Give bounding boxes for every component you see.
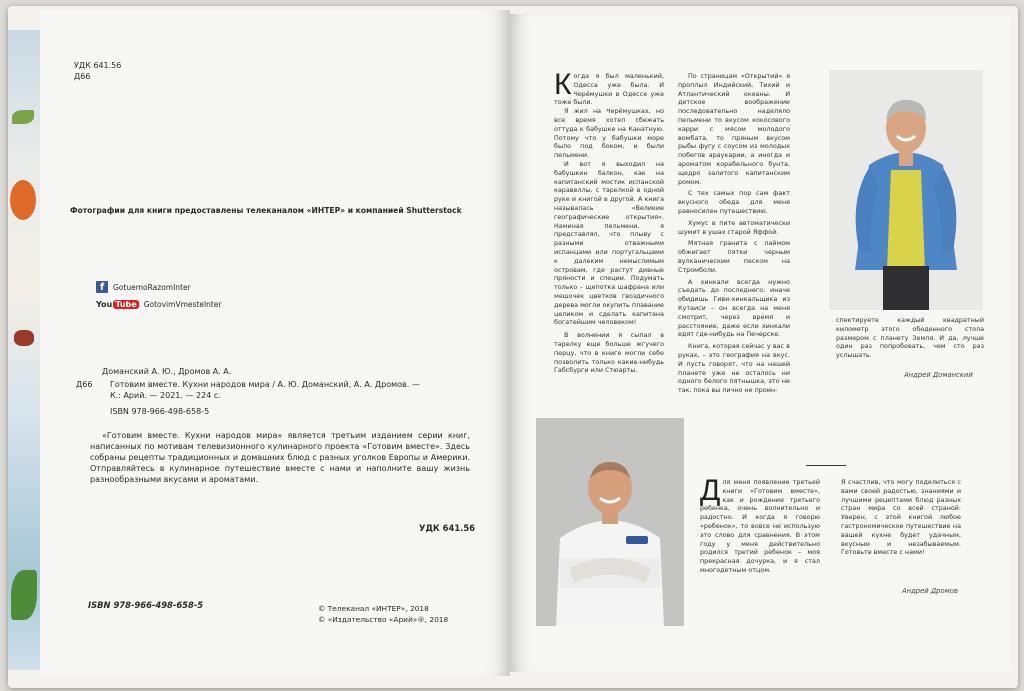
dropcap-d: Д — [700, 474, 721, 507]
signature-dromov: Андрей Дромов — [902, 587, 958, 595]
youtube-handle: GotovimVmesteInter — [143, 300, 222, 309]
col2-para-2: С тех самых пор сам факт вкусного обеда для меня равносилен путешествию. — [678, 189, 790, 215]
author-photo-domansky — [829, 70, 983, 310]
right-page — [510, 14, 1010, 672]
book-description: «Готовим вместе. Кухни народов мира» является третьим изданием серии книг, написанных по мотивам телевизионного кулинарного проекта «Готовим вместе». Здесь собраны рецепты традиционных и домашних блюд с разных уголков Европы и Америки. Отправляйтесь в кулинарное путешествие вместе с нами и наполните вашу жизнь разнообразными вкусами и ароматами. — [90, 431, 470, 484]
col2-para-6: Книга, которая сейчас у вас в руках, – это география на вкус. И пусть говорят, что на нашей планете уже не осталось ни одного белого пятнышка, это не так, пока вы лично не проин- — [678, 342, 790, 395]
column-3 — [700, 474, 820, 575]
bib-line-2: К.: Арий. — 2021. — 224 с. — [110, 391, 221, 400]
facebook-row — [96, 281, 222, 293]
isbn-bottom: ISBN 978-966-498-658-5 — [88, 600, 204, 610]
col2-para-1: По страницам «Открытий» я проплыл Индийский, Тихий и Атлантический океаны. И детское воображение последовательно наделяло пельмени то вкусом кокосового карри с мясом молодого вомбата, то пряным вкусом рыбы фугу с соусом из молодых побегов араукарии, а иногда и ароматом корабельного бунта, щедро залитого капитанским ромом. — [678, 72, 790, 186]
column-1 — [554, 68, 664, 375]
youtube-icon: You Tube — [96, 300, 137, 309]
cover-edge-photo — [8, 30, 42, 670]
column-4: Я счастлив, что могу поделиться с вами своей радостью, знаниями и лучшими рецептами блюд разных стран мира со всей страной. Уверен, с этой книгой любое гастрономическое путешествие на вашей кухне будет удачным, вкусным и незабываемым. Готовьте вместе с нами! — [841, 478, 961, 557]
copyright-ariy: © «Издательство «Арий»®, 2018 — [318, 615, 449, 624]
left-page — [40, 10, 510, 676]
author-photo-dromov — [536, 418, 684, 626]
bib-line-1: Готовим вместе. Кухни народов мира / А. Ю. Доманский, А. А. Дромов. — — [110, 380, 420, 389]
col2-para-4: Мятная гранита с лаймом обжигает пятки черным вулканическим песком на Стромболи. — [678, 239, 790, 274]
col1-para-4: В волнении я сыпал в тарелку еще больше жгучего перцу, что в книге могли себе позволить только какие-нибудь Габсбурги или Стюарты. — [554, 331, 664, 375]
col3-text: ля меня появление третьей книги «Готовим вместе», как и рождение третьего ребенка, очень волнительно и радостно. И когда я говорю «ребенок», то вовсе не использую это слово для сравнения. В этом году у меня действительно родился третий ребенок – моя прекрасная дочурка, и я стал многодетным отцом. — [700, 478, 820, 574]
udk-bottom: УДК 641.56 — [419, 523, 475, 533]
authors-line: Доманский А. Ю., Дромов А. А. — [102, 367, 232, 376]
photo-credit: Фотографии для книги предоставлены телеканалом «ИНТЕР» и компанией Shutterstock — [70, 206, 462, 215]
signature-domansky: Андрей Доманский — [904, 371, 973, 379]
udk-top: УДК 641.56 — [74, 61, 122, 70]
copyright-inter: © Телеканал «ИНТЕР», 2018 — [318, 604, 429, 613]
isbn-small: ISBN 978-966-498-658-5 — [110, 407, 210, 416]
social-block — [96, 281, 222, 309]
column-2 — [678, 72, 790, 395]
col1-para-2: Я жил на Черёмушках, но все время хотел сбежать оттуда к бабушке на Канатную. Потому что у бабушки море было под боком, и были пельмени. — [554, 107, 664, 160]
col2-para-3: Хумус в пите автоматически шумит в ушах старой Яффой. — [678, 218, 790, 236]
d66-top: Д66 — [74, 72, 91, 81]
d66-label: Д66 — [76, 380, 93, 389]
col1-intro: огда я был маленький, Одесса уже была. И Черёмушки в Одессе уже тоже были. — [554, 72, 664, 107]
photo1-caption: спектируете каждый квадратный километр этого обеденного стола размером с планету Земля. И да, лучше один раз попробовать, чем сто раз услышать. — [836, 316, 984, 360]
divider-line — [806, 465, 846, 466]
col1-para-3: И вот я выходил на бабушкин балкон, как на капитанский мостик испанской каравеллы, с тарелкой в одной руке и книгой в другой. А книга называлась «Великие географические открытия». Наминая пельмени, я представлял, что плыву с разными отважными испанцами или португальцами к далеким немыслимым островам, где растут дивные пряности и специи. Подумать только – щепотка шафрана или мешочек цветков гвоздичного дерева могли окупить плавание целиком и сделать капитана богатейшим человеком! — [554, 159, 664, 327]
facebook-handle: GotuemoRazomInter — [113, 282, 191, 292]
youtube-row — [96, 300, 222, 309]
facebook-icon: f — [96, 281, 108, 293]
col2-para-5: А хинкали всегда нужно съедать до последнего: иначе обидишь Гиви-хинкальщика из Кутаиси – он всегда на меня смотрит, через время и расстояние, даже если хинкали едят где-нибудь на Печерске. — [678, 277, 790, 339]
dropcap-k: К — [554, 68, 572, 101]
